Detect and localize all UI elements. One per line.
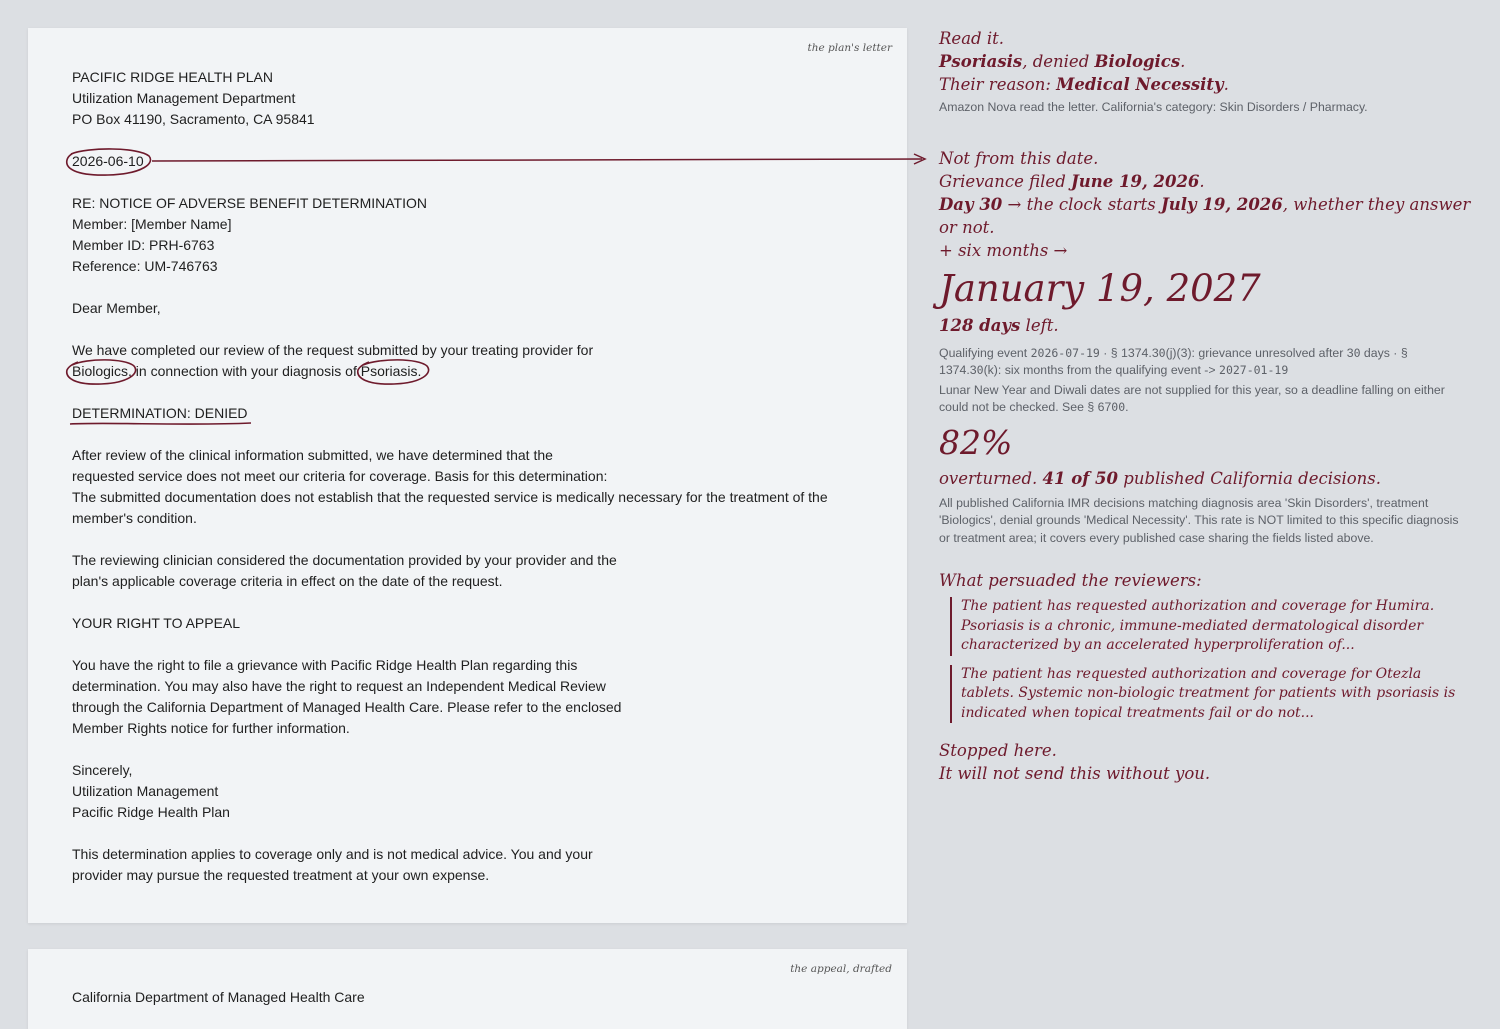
decision-count: 41 of 50 [1042, 468, 1119, 488]
review-mid: in connection with your diagnosis of [131, 363, 361, 379]
qualifying-rest3: (k): six months from the qualifying event -> [983, 363, 1220, 377]
letter-date-circled [72, 151, 144, 172]
clock-text: → the clock starts [1002, 194, 1161, 214]
member-line: Member: [Member Name] [72, 216, 232, 232]
letter-tag: the plan's letter [807, 42, 892, 54]
holiday-note-pre: Lunar New Year and Diwali dates are not supplied for this year, so a deadline falling on either could not be checked. See § 67 [939, 382, 1445, 414]
clinician-line-2: plan's applicable coverage criteria in effect on the date of the request. [72, 573, 503, 589]
salutation: Dear Member, [72, 300, 161, 316]
note-diagnosis: Psoriasis [939, 52, 1023, 71]
appeal-heading: YOUR RIGHT TO APPEAL [72, 615, 241, 631]
appeal-first-line: California Department of Managed Health Care [72, 989, 365, 1005]
days-left-line [939, 314, 1471, 337]
overturned-prefix: overturned. [939, 468, 1043, 488]
holiday-note [939, 382, 1471, 417]
reason-prefix: Their reason: [939, 75, 1057, 94]
review-line: We have completed our review of the request submitted by your treating provider for [72, 342, 594, 358]
basis-line-3: The submitted documentation does not establish that the requested service is medically necessary for the treatment of the member's condition. [72, 489, 828, 526]
clock-date: July 19, 2026 [1160, 194, 1283, 214]
clinician-line-1: The reviewing clinician considered the documentation provided by your provider and the [72, 552, 617, 568]
basis-line-2: requested service does not meet our criteria for coverage. Basis for this determination: [72, 468, 608, 484]
disclaimer-line-1: This determination applies to coverage only and is not medical advice. You and your [72, 846, 593, 862]
reviewer-quote: The patient has requested authorization and coverage for Humira. Psoriasis is a chronic, immune-mediated dermatological disorder characterized by an accelerated hyperproliferation of... [950, 597, 1471, 656]
stopped-here: Stopped here. [939, 741, 1057, 760]
reference-line: Reference: UM-746763 [72, 258, 218, 274]
determination-underlined [72, 403, 248, 424]
re-line: RE: NOTICE OF ADVERSE BENEFIT DETERMINATION [72, 195, 427, 211]
qualifying-pre: Qualifying event [939, 345, 1031, 360]
letter-treatment: Biologics, [72, 363, 132, 379]
clock-line [939, 193, 1471, 239]
category-note: Amazon Nova read the letter. California's category: Skin Disorders / Pharmacy. [939, 100, 1368, 114]
grievance-line [939, 170, 1471, 193]
qualifying-sect1: 0 [1158, 345, 1166, 360]
appeal-tag: the appeal, drafted [790, 963, 892, 975]
will-not-send: It will not send this without you. [939, 764, 1211, 783]
reason-line [939, 73, 1471, 96]
grievance-prefix: Grievance filed [939, 171, 1071, 191]
grievance-date: June 19, 2026 [1071, 171, 1200, 191]
letter-body [72, 67, 862, 886]
read-it: Read it. [939, 29, 1004, 48]
department: Utilization Management Department [72, 90, 296, 106]
determination: DETERMINATION: DENIED [72, 405, 248, 421]
qualifying-end-date: 2027-01-19 [1219, 363, 1289, 377]
persuaded-heading: What persuaded the reviewers: [939, 571, 1202, 590]
diagnosis-circled [361, 361, 422, 382]
qualifying-sect2: 0 [976, 363, 984, 377]
period: . [1199, 171, 1205, 191]
basis-line-1: After review of the clinical information submitted, we have determined that the [72, 447, 553, 463]
days-left-suffix: left. [1020, 315, 1059, 335]
reviewer-quote: The patient has requested authorization and coverage for Otezla tablets. Systemic non-biologic treatment for patients with psoriasis is indicated when topical treatments fail or do not... [950, 665, 1471, 724]
appeal-line-4: Member Rights notice for further information. [72, 720, 350, 736]
appeal-line-3: through the California Department of Managed Health Care. Please refer to the enclosed [72, 699, 622, 715]
holiday-note-post: . [1125, 400, 1129, 414]
period: . [1223, 75, 1229, 94]
diagnosis-line [939, 50, 1471, 73]
closing: Sincerely, [72, 762, 133, 778]
plan-letter [28, 28, 907, 923]
note-treatment: Biologics [1094, 52, 1181, 71]
disclaimer-line-2: provider may pursue the requested treatment at your own expense. [72, 867, 490, 883]
period: . [1180, 52, 1186, 71]
six-months: + six months → [939, 240, 1068, 260]
qualifying-rest: (j)(3): grievance unresolved after 3 [1165, 345, 1354, 360]
overturn-percent: 82% [939, 422, 1013, 462]
qualifying-mid: · § 1374.3 [1099, 345, 1159, 360]
appeal-line-1: You have the right to file a grievance with Pacific Ridge Health Plan regarding this [72, 657, 578, 673]
day30: Day 30 [939, 194, 1003, 214]
days-left: 128 days [939, 315, 1021, 335]
letter-date: 2026-06-10 [72, 153, 144, 169]
deadline-date: January 19, 2027 [939, 266, 1261, 310]
determination-underline-mark [69, 420, 254, 428]
holiday-note-num: 00 [1111, 400, 1126, 414]
note-reason: Medical Necessity [1056, 75, 1224, 94]
org-name: PACIFIC RIDGE HEALTH PLAN [72, 69, 273, 85]
scope-note: All published California IMR decisions matching diagnosis area 'Skin Disorders', treatment 'Biologics', denial grounds 'Medical Necessity'. This rate is NOT limited to this specific diagnosis or treatment area; it covers every published case sharing the fields listed above. [939, 495, 1459, 545]
address: PO Box 41190, Sacramento, CA 95841 [72, 111, 315, 127]
annotation-column [939, 24, 1471, 785]
appeal-draft [28, 949, 907, 1029]
treatment-circled [72, 361, 132, 382]
not-from-date: Not from this date. [939, 148, 1099, 168]
qualifying-num30: 0 [1353, 345, 1361, 360]
clock-suffix: , whether they answer or not. [939, 194, 1471, 237]
qualifying-date: 2026-07-19 [1030, 345, 1100, 360]
letter-diagnosis: Psoriasis. [360, 363, 422, 379]
signer-2: Pacific Ridge Health Plan [72, 804, 230, 820]
qualifying-rest2: days · § 1374.3 [939, 345, 1408, 377]
denied-text: , denied [1022, 52, 1095, 71]
qualifying-note [939, 345, 1471, 380]
member-id-line: Member ID: PRH-6763 [72, 237, 215, 253]
signer-1: Utilization Management [72, 783, 219, 799]
overturned-line [939, 467, 1471, 490]
overturned-suffix: published California decisions. [1118, 468, 1382, 488]
appeal-line-2: determination. You may also have the right to request an Independent Medical Review [72, 678, 606, 694]
